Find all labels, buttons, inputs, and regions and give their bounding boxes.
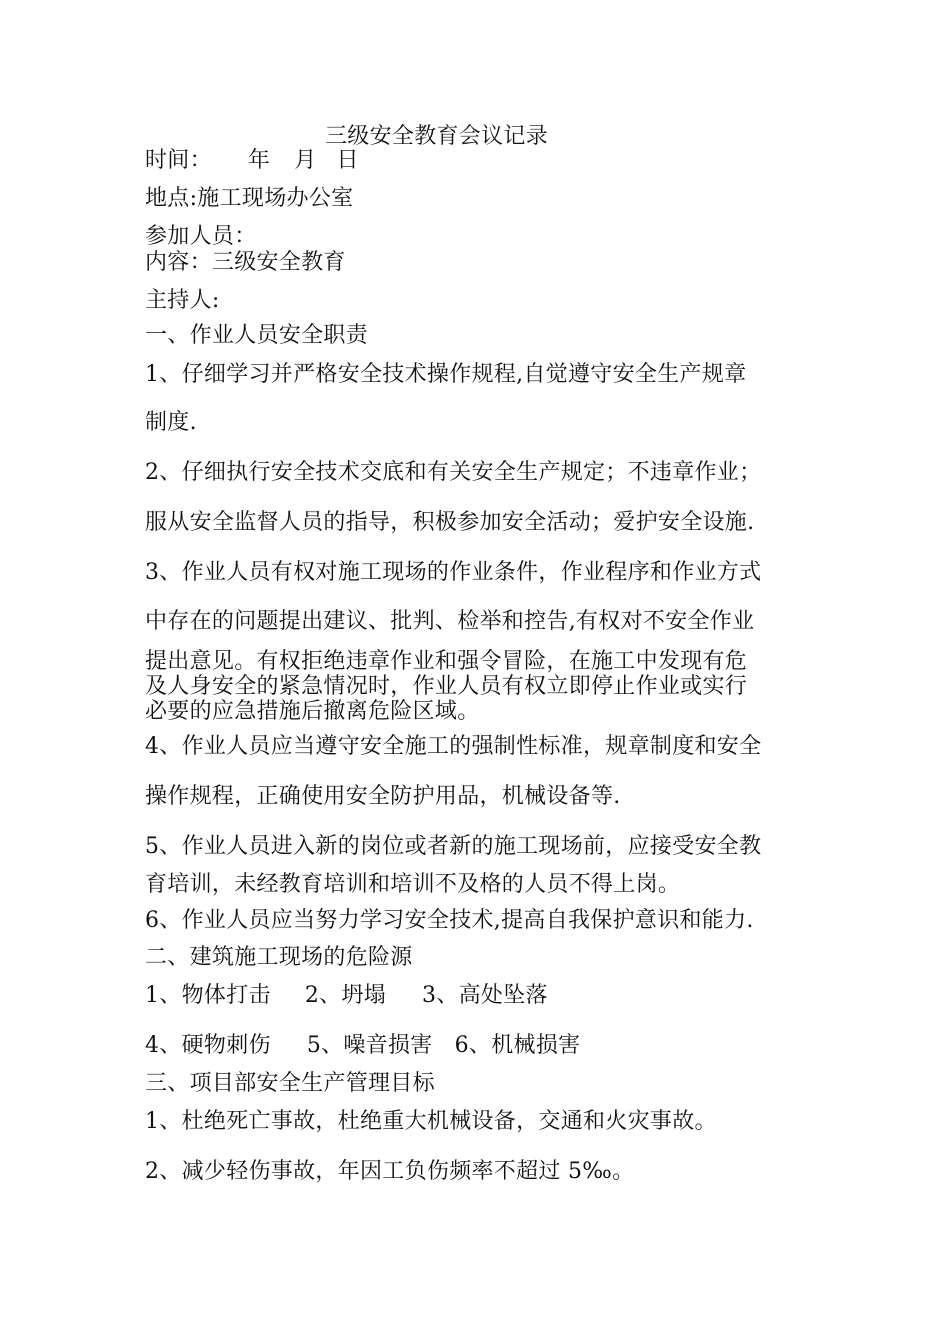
section1-line: 1、仔细学习并严格安全技术操作规程,自觉遵守安全生产规章	[145, 362, 747, 387]
time-line	[145, 148, 359, 174]
section2-heading: 二、建筑施工现场的危险源	[145, 945, 413, 970]
hazard-item: 5、噪音损害	[306, 1033, 433, 1058]
section1-line: 4、作业人员应当遵守安全施工的强制性标准，规章制度和安全	[145, 734, 762, 759]
section3-line: 2、减少轻伤事故，年因工负伤频率不超过 5‰。	[145, 1159, 635, 1184]
section1-line: 服从安全监督人员的指导，积极参加安全活动；爱护安全设施.	[145, 510, 755, 535]
section1-line: 必要的应急措施后撤离危险区域。	[145, 699, 480, 724]
section3-line: 1、杜绝死亡事故，杜绝重大机械设备，交通和火灾事故。	[145, 1109, 717, 1134]
section1-line: 及人身安全的紧急情况时，作业人员有权立即停止作业或实行	[145, 674, 748, 699]
day-label: 日	[336, 148, 359, 173]
time-label: 时间：	[145, 148, 212, 173]
hazard-row	[145, 983, 548, 1009]
section1-line: 制度.	[145, 410, 197, 435]
section3-heading: 三、项目部安全生产管理目标	[145, 1071, 435, 1096]
section1-line: 5、作业人员进入新的岗位或者新的施工现场前，应接受安全教	[145, 834, 762, 859]
hazard-item: 3、高处坠落	[422, 983, 548, 1008]
section1-line: 育培训，未经教育培训和培训不及格的人员不得上岗。	[145, 872, 681, 897]
location-line: 地点:施工现场办公室	[145, 186, 354, 211]
hazard-item: 6、机械损害	[454, 1033, 581, 1058]
section1-line: 6、作业人员应当努力学习安全技术,提高自我保护意识和能力.	[145, 908, 754, 933]
section1-heading: 一、作业人员安全职责	[145, 323, 369, 348]
hazard-item: 2、坍塌	[304, 983, 387, 1008]
section1-line: 提出意见。有权拒绝违章作业和强令冒险，在施工中发现有危	[145, 649, 748, 674]
hazard-item: 1、物体打击	[145, 983, 271, 1008]
year-label: 年	[247, 148, 271, 173]
section1-line: 2、仔细执行安全技术交底和有关安全生产规定；不违章作业；	[145, 460, 762, 485]
hazard-item: 4、硬物刺伤	[145, 1033, 271, 1058]
participants-line: 参加人员：	[145, 224, 257, 249]
hazard-row	[145, 1033, 580, 1059]
section1-line: 操作规程，正确使用安全防护用品，机械设备等.	[145, 784, 621, 809]
section1-line: 3、作业人员有权对施工现场的作业条件，作业程序和作业方式	[145, 560, 762, 585]
host-line: 主持人:	[145, 288, 220, 313]
page-title: 三级安全教育会议记录	[325, 124, 549, 149]
month-label: 月	[294, 148, 317, 173]
section1-line: 中存在的问题提出建议、批判、检举和控告,有权对不安全作业	[145, 609, 755, 634]
content-line: 内容：三级安全教育	[145, 250, 346, 275]
